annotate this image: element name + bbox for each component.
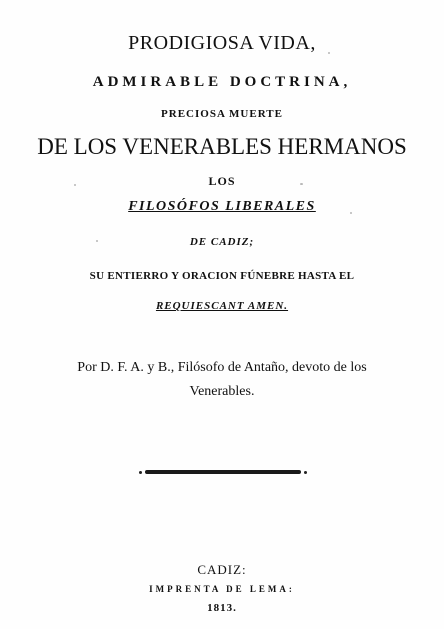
ornament-dot-right — [304, 471, 307, 474]
title-line-6: FILOSÓFOS LIBERALES — [128, 199, 316, 214]
ornamental-rule — [145, 470, 301, 474]
author-line-2: Venerables. — [189, 384, 255, 399]
paper-speck — [328, 52, 330, 54]
title-line-4: DE LOS VENERABLES HERMANOS — [37, 134, 407, 159]
imprint-city: CADIZ: — [197, 562, 247, 577]
title-line-2: ADMIRABLE DOCTRINA, — [92, 74, 352, 90]
imprint-year: 1813. — [207, 602, 237, 614]
paper-speck — [350, 212, 352, 214]
paper-speck — [300, 183, 303, 185]
title-line-8: SU ENTIERRO Y ORACION FÚNEBRE HASTA EL — [89, 270, 355, 282]
title-line-7: DE CADIZ; — [189, 236, 255, 248]
title-line-5: LOS — [208, 174, 236, 188]
title-line-1: PRODIGIOSA VIDA, — [128, 32, 316, 54]
paper-speck — [96, 240, 98, 242]
ornament-dot-left — [139, 471, 142, 474]
title-line-9: REQUIESCANT AMEN. — [155, 300, 289, 312]
imprint-printer: IMPRENTA DE LEMA: — [149, 584, 295, 594]
title-line-3: PRECIOSA MUERTE — [161, 108, 283, 120]
author-line-1: Por D. F. A. y B., Filósofo de Antaño, devoto de los — [77, 360, 367, 375]
paper-speck — [74, 184, 76, 186]
